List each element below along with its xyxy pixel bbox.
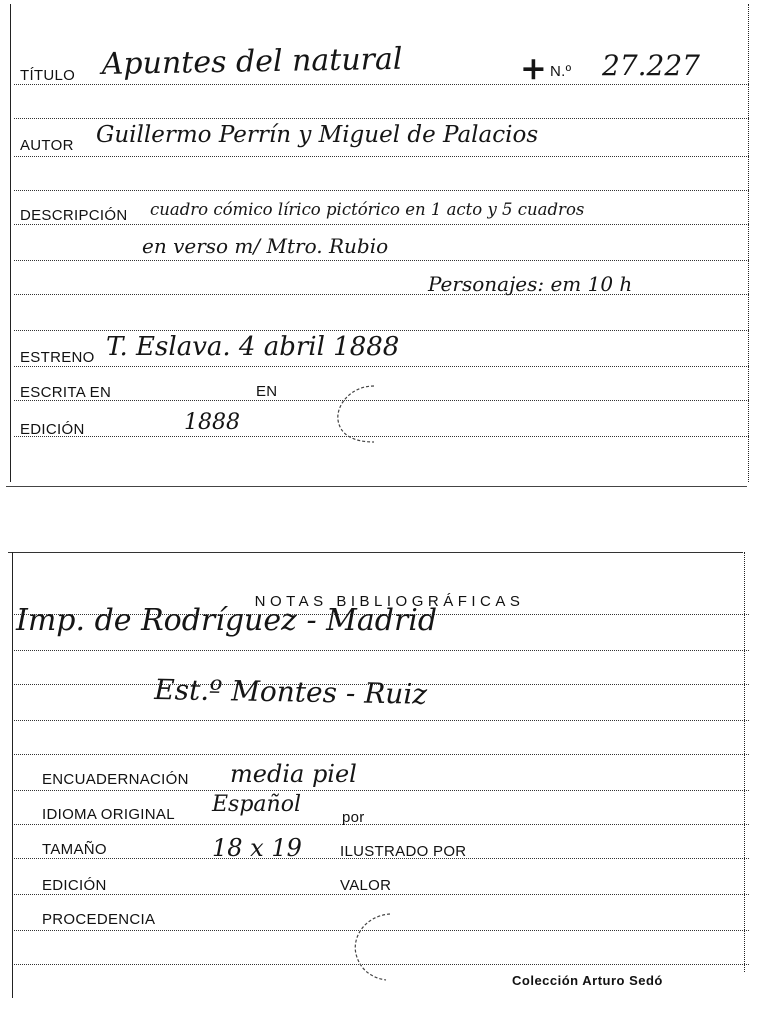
handwritten-idioma: Español xyxy=(212,792,301,817)
label-titulo: TÍTULO xyxy=(20,67,76,84)
card-top-right-edge xyxy=(748,4,749,482)
rule xyxy=(14,754,749,755)
rule xyxy=(14,294,749,295)
handwritten-descripcion-line2: en verso m/ Mtro. Rubio xyxy=(142,234,389,258)
card-top-bottom-edge xyxy=(6,486,747,487)
card-top-left-edge xyxy=(10,4,11,482)
rule xyxy=(14,84,749,85)
handwritten-estreno: T. Eslava. 4 abril 1888 xyxy=(106,332,400,362)
rule xyxy=(14,650,749,651)
cross-mark: + xyxy=(520,49,547,87)
label-tamano: TAMAÑO xyxy=(42,841,107,858)
rule xyxy=(14,156,749,157)
handwritten-autor: Guillermo Perrín y Miguel de Palacios xyxy=(96,122,539,148)
handwritten-tamano: 18 x 19 xyxy=(212,834,302,862)
handwritten-descripcion-line1: cuadro cómico lírico pictórico en 1 acto y 5 cuadros xyxy=(150,200,585,219)
catalog-card-bottom xyxy=(0,540,759,1028)
handwritten-descripcion-line3: Personajes: em 10 h xyxy=(428,272,633,296)
rule xyxy=(14,330,749,331)
label-por: por xyxy=(342,809,365,826)
card-bottom-right-edge xyxy=(744,552,745,972)
rule xyxy=(14,366,749,367)
label-valor: VALOR xyxy=(340,877,392,894)
label-procedencia: PROCEDENCIA xyxy=(42,911,156,928)
label-numero: N.º xyxy=(550,63,572,80)
label-edicion-bottom: EDICIÓN xyxy=(42,877,107,894)
collection-credit: Colección Arturo Sedó xyxy=(512,973,663,988)
handwritten-numero: 27.227 xyxy=(602,49,700,82)
rule xyxy=(14,118,749,119)
rule xyxy=(14,260,749,261)
label-idioma-original: IDIOMA ORIGINAL xyxy=(42,806,175,823)
rule xyxy=(14,720,749,721)
label-descripcion: DESCRIPCIÓN xyxy=(20,207,128,224)
label-escrita-en: ESCRITA EN xyxy=(20,384,112,401)
rule xyxy=(14,824,749,825)
catalog-card-top xyxy=(0,0,759,490)
label-edicion: EDICIÓN xyxy=(20,421,85,438)
label-ilustrado-por: ILUSTRADO POR xyxy=(340,843,467,860)
card-bottom-top-edge xyxy=(8,552,743,553)
handwritten-notas-line2: Est.º Montes - Ruiz xyxy=(153,673,428,711)
label-encuadernacion: ENCUADERNACIÓN xyxy=(42,771,189,788)
handwritten-notas-line1: Imp. de Rodríguez - Madrid xyxy=(16,603,438,638)
rule xyxy=(14,190,749,191)
label-en: EN xyxy=(256,383,278,400)
rule xyxy=(14,894,749,895)
rule xyxy=(14,224,749,225)
handwritten-titulo: Apuntes del natural xyxy=(101,41,403,82)
rule xyxy=(14,790,749,791)
label-estreno: ESTRENO xyxy=(20,349,95,366)
card-bottom-left-edge xyxy=(12,552,13,998)
punch-hole-mark xyxy=(330,380,390,450)
punch-hole-mark xyxy=(346,908,406,988)
handwritten-encuadernacion: media piel xyxy=(230,760,357,788)
handwritten-edicion: 1888 xyxy=(184,410,240,435)
label-autor: AUTOR xyxy=(20,137,74,154)
notas-bibliograficas-heading: NOTAS BIBLIOGRÁFICAS xyxy=(254,593,525,610)
